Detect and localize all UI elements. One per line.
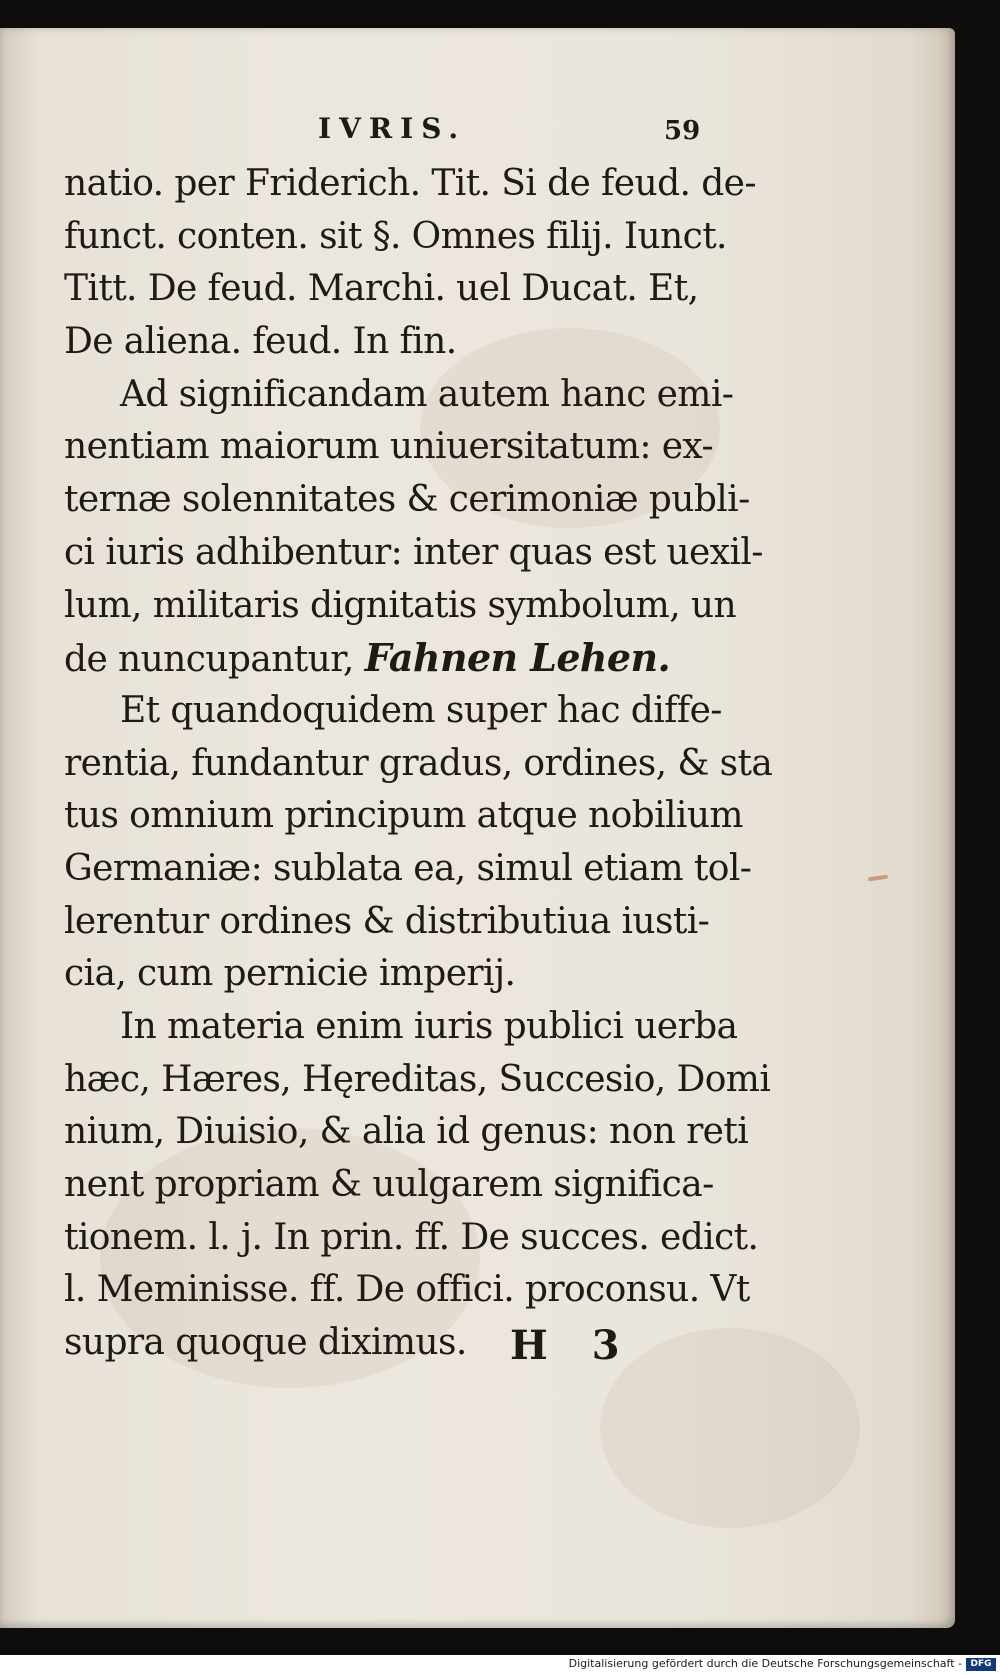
text-line: tionem. l. j. In prin. ff. De succes. edict. bbox=[64, 1216, 759, 1258]
text-line: Titt. De feud. Marchi. uel Ducat. Et, bbox=[64, 268, 699, 310]
text-line: nent propriam & uulgarem significa- bbox=[64, 1164, 714, 1206]
blackletter-phrase: Fahnen Lehen. bbox=[364, 635, 671, 681]
text-line: ternæ solennitates & cerimoniæ publi- bbox=[64, 479, 750, 521]
text-line: hæc, Hæres, Hęreditas, Succesio, Domi bbox=[64, 1058, 771, 1100]
page-number: 59 bbox=[664, 116, 701, 146]
paragraph bbox=[64, 369, 763, 685]
text-segment: de nuncupantur, bbox=[64, 639, 354, 681]
text-line: ci iuris adhibentur: inter quas est uexil- bbox=[64, 531, 763, 573]
page-header bbox=[0, 82, 955, 146]
text-line: In materia enim iuris publici uerba bbox=[120, 1006, 738, 1047]
text-line: tus omnium principum atque nobilium bbox=[64, 795, 743, 837]
text-line: funct. conten. sit §. Omnes filij. Iunct. bbox=[64, 215, 727, 257]
text-line: supra quoque diximus. bbox=[64, 1322, 467, 1364]
running-head: IVRIS. bbox=[318, 112, 467, 145]
paragraph bbox=[64, 685, 773, 1001]
digitization-footer bbox=[0, 1655, 1000, 1675]
funding-credit: Digitalisierung gefördert durch die Deutsche Forschungsgemeinschaft - bbox=[568, 1657, 962, 1670]
paragraph bbox=[64, 158, 756, 369]
text-line: nium, Diuisio, & alia id genus: non reti bbox=[64, 1111, 749, 1153]
text-line: cia, cum pernicie imperij. bbox=[64, 953, 516, 995]
text-line: natio. per Friderich. Tit. Si de feud. de- bbox=[64, 163, 756, 204]
text-line: Germaniæ: sublata ea, simul etiam tol- bbox=[64, 847, 752, 889]
text-line: lum, militaris dignitatis symbolum, un bbox=[64, 584, 737, 626]
text-line-with-german bbox=[64, 632, 744, 685]
text-line: Et quandoquidem super hac diffe- bbox=[120, 689, 722, 731]
text-line: Ad significandam autem hanc emi- bbox=[120, 373, 734, 415]
body-text bbox=[64, 158, 773, 1370]
margin-mark bbox=[868, 875, 888, 882]
text-line: rentia, fundantur gradus, ordines, & sta bbox=[64, 742, 773, 784]
paragraph bbox=[64, 1001, 771, 1370]
signature-mark: H 3 bbox=[510, 1322, 620, 1369]
text-line: De aliena. feud. In fin. bbox=[64, 321, 457, 363]
text-line: lerentur ordines & distributiua iusti- bbox=[64, 900, 710, 942]
text-line: l. Meminisse. ff. De offici. proconsu. Vt bbox=[64, 1269, 750, 1311]
text-line: nentiam maiorum uniuersitatum: ex- bbox=[64, 426, 714, 468]
dfg-logo-icon: DFG bbox=[966, 1658, 996, 1671]
